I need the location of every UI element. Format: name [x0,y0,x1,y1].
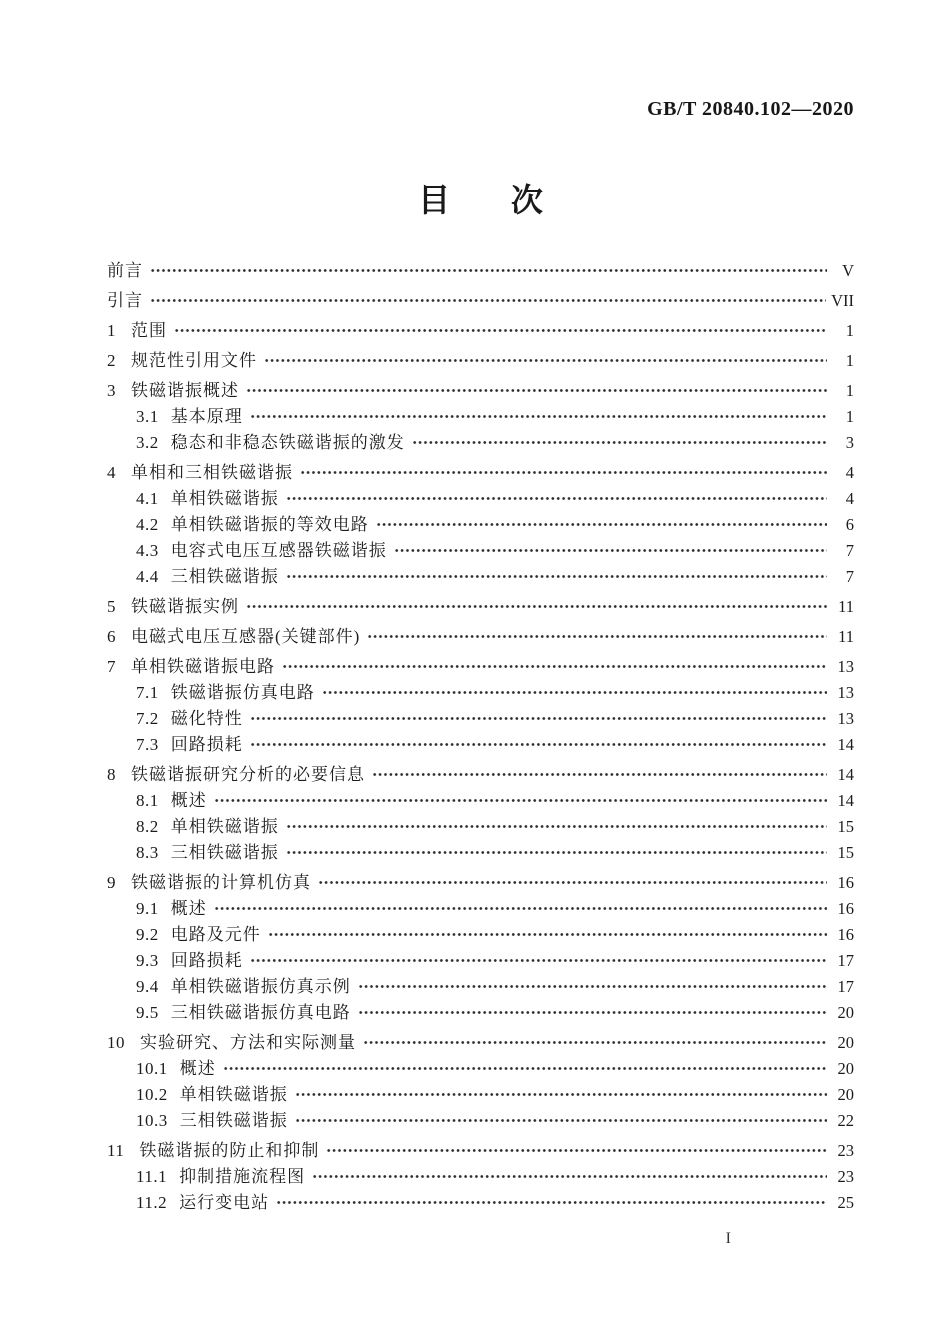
toc-entry-title: 实验研究、方法和实际测量 [140,1033,356,1052]
dot-leader [282,660,827,672]
toc-entry-page: 7 [845,541,854,560]
toc-row [107,1138,854,1164]
dot-leader [358,1006,827,1018]
toc-entry-number: 10.2 [136,1085,168,1104]
toc-entry-page: 16 [837,899,854,918]
dot-leader [300,466,827,478]
toc-title: 目次 [418,182,604,218]
toc-entry-number: 11.1 [136,1167,168,1186]
dot-leader [276,1196,827,1208]
toc-row [107,378,854,404]
toc-row [107,732,854,758]
toc-entry-page: 23 [837,1141,854,1160]
toc-entry-title: 单相铁磁谐振电路 [131,657,275,676]
toc-entry-page: 14 [837,791,854,810]
toc-row [107,680,854,706]
dot-leader [286,492,827,504]
dot-leader [322,686,827,698]
toc-entry-title: 电路及元件 [170,925,261,944]
toc-entry-title: 单相铁磁谐振 [179,1085,288,1104]
toc-entry-page: 25 [837,1193,854,1212]
toc-entry-page: 15 [837,817,854,836]
toc-entry-number: 7.1 [136,683,159,702]
dot-leader [326,1144,827,1156]
toc-entry-page: 11 [838,597,854,616]
toc-row [107,318,854,344]
dot-leader [394,544,827,556]
toc-row [107,594,854,620]
toc-entry-number: 8.1 [136,791,159,810]
toc-entry-title: 回路损耗 [170,735,243,754]
toc-entry-number: 11 [107,1141,125,1160]
toc-entry-title: 运行变电站 [179,1193,270,1212]
toc-entry-number: 4.4 [136,567,159,586]
dot-leader [372,768,827,780]
toc-entry-page: 11 [838,627,854,646]
dot-leader [150,264,827,276]
toc-entry-number: 4.2 [136,515,159,534]
toc-entry-title: 三相铁磁谐振 [179,1111,288,1130]
toc-entry-page: 20 [837,1059,854,1078]
toc-entry-page: V [842,261,854,280]
dot-leader [150,294,826,306]
toc-entry-page: 17 [837,951,854,970]
dot-leader [286,846,827,858]
toc-entry-page: 1 [845,321,854,340]
toc-row [107,564,854,590]
toc-entry-page: 1 [845,407,854,426]
toc-entry-number: 7 [107,657,116,676]
dot-leader [250,954,827,966]
dot-leader [250,738,827,750]
toc-entry-number: 4.1 [136,489,159,508]
toc-entry-title: 稳态和非稳态铁磁谐振的激发 [170,433,405,452]
toc-row [107,1108,854,1134]
toc-row [107,840,854,866]
toc-entry-page: 7 [845,567,854,586]
dot-leader [246,384,827,396]
toc-entry-title: 单相铁磁谐振 [170,489,279,508]
toc-entry-number: 4 [107,463,116,482]
toc-row [107,922,854,948]
toc-entry-number: 10 [107,1033,125,1052]
toc-row [107,288,854,314]
toc-entry-title: 铁磁谐振实例 [131,597,239,616]
toc-entry-number: 6 [107,627,116,646]
toc-entry-page: 4 [845,463,854,482]
toc-entry-title: 铁磁谐振的计算机仿真 [131,873,311,892]
toc-entry-title: 单相铁磁谐振仿真示例 [170,977,351,996]
dot-leader [318,876,827,888]
toc-entry-number: 9.3 [136,951,159,970]
footer-page-number: I [725,1230,731,1247]
dot-leader [376,518,827,530]
toc-row [107,1030,854,1056]
toc-row [107,430,854,456]
toc-entry-title: 引言 [107,291,143,310]
dot-leader [286,570,827,582]
dot-leader [214,902,827,914]
standard-number: GB/T 20840.102—2020 [647,98,854,120]
toc-entry-title: 抑制措施流程图 [179,1167,306,1186]
toc-entry-number: 7.3 [136,735,159,754]
toc-entry-number: 9.2 [136,925,159,944]
toc-row [107,258,854,284]
toc-entry-title: 单相铁磁谐振的等效电路 [170,515,369,534]
toc-row [107,870,854,896]
dot-leader [363,1036,827,1048]
toc-row [107,654,854,680]
toc-entry-page: 20 [837,1085,854,1104]
toc-row [107,788,854,814]
toc-row [107,348,854,374]
toc-entry-page: 22 [837,1111,854,1130]
dot-leader [312,1170,827,1182]
toc-entry-number: 7.2 [136,709,159,728]
toc-entry-title: 铁磁谐振的防止和抑制 [139,1141,320,1160]
toc-entry-number: 4.3 [136,541,159,560]
toc-entry-page: 1 [845,351,854,370]
toc-entry-title: 回路损耗 [170,951,243,970]
toc-entry-number: 11.2 [136,1193,168,1212]
toc-entry-page: 4 [845,489,854,508]
toc-entry-title: 概述 [170,791,207,810]
toc-entry-number: 3 [107,381,116,400]
toc-entry-title: 三相铁磁谐振 [170,843,279,862]
toc-entry-page: 13 [837,657,854,676]
toc-entry-page: 13 [837,683,854,702]
toc-entry-number: 9.5 [136,1003,159,1022]
toc-row [107,1056,854,1082]
toc-list [107,258,854,1216]
toc-row [107,624,854,650]
toc-row [107,948,854,974]
toc-row [107,1190,854,1216]
toc-entry-title: 单相和三相铁磁谐振 [131,463,293,482]
toc-entry-title: 铁磁谐振概述 [131,381,239,400]
toc-entry-number: 9.4 [136,977,159,996]
toc-entry-title: 三相铁磁谐振 [170,567,279,586]
toc-entry-number: 3.1 [136,407,159,426]
toc-entry-title: 前言 [107,261,143,280]
toc-row [107,814,854,840]
toc-entry-page: 16 [837,873,854,892]
dot-leader [250,410,827,422]
toc-entry-title: 磁化特性 [170,709,243,728]
toc-entry-number: 9 [107,873,116,892]
dot-leader [295,1088,827,1100]
toc-row [107,404,854,430]
dot-leader [223,1062,827,1074]
toc-entry-page: 17 [837,977,854,996]
dot-leader [174,324,827,336]
toc-entry-page: 6 [845,515,854,534]
toc-row [107,762,854,788]
toc-entry-title: 电容式电压互感器铁磁谐振 [170,541,387,560]
toc-entry-title: 铁磁谐振研究分析的必要信息 [131,765,365,784]
toc-entry-page: 14 [837,735,854,754]
toc-entry-title: 基本原理 [170,407,243,426]
toc-entry-page: 1 [845,381,854,400]
toc-row [107,974,854,1000]
toc-entry-number: 10.3 [136,1111,168,1130]
toc-entry-number: 8.2 [136,817,159,836]
toc-row [107,1082,854,1108]
toc-entry-number: 9.1 [136,899,159,918]
dot-leader [412,436,827,448]
toc-entry-title: 概述 [179,1059,216,1078]
toc-entry-page: 20 [837,1033,854,1052]
toc-entry-page: VII [831,291,854,310]
dot-leader [268,928,827,940]
toc-row [107,1000,854,1026]
toc-entry-title: 单相铁磁谐振 [170,817,279,836]
dot-leader [358,980,827,992]
dot-leader [214,794,827,806]
toc-entry-title: 电磁式电压互感器(关键部件) [131,627,361,646]
dot-leader [295,1114,827,1126]
toc-entry-number: 8 [107,765,116,784]
toc-entry-title: 概述 [170,899,207,918]
toc-row [107,460,854,486]
toc-entry-number: 10.1 [136,1059,168,1078]
toc-row [107,1164,854,1190]
toc-row [107,512,854,538]
dot-leader [250,712,827,724]
toc-entry-number: 1 [107,321,116,340]
dot-leader [264,354,827,366]
toc-entry-number: 8.3 [136,843,159,862]
toc-entry-title: 三相铁磁谐振仿真电路 [170,1003,351,1022]
dot-leader [367,630,827,642]
toc-row [107,896,854,922]
toc-entry-page: 14 [837,765,854,784]
toc-entry-title: 范围 [131,321,167,340]
toc-entry-number: 5 [107,597,116,616]
toc-row [107,486,854,512]
dot-leader [286,820,827,832]
toc-row [107,538,854,564]
toc-entry-number: 2 [107,351,116,370]
toc-row [107,706,854,732]
dot-leader [246,600,827,612]
toc-entry-page: 13 [837,709,854,728]
toc-entry-page: 23 [837,1167,854,1186]
toc-entry-number: 3.2 [136,433,159,452]
toc-entry-page: 20 [837,1003,854,1022]
toc-entry-page: 15 [837,843,854,862]
toc-entry-title: 规范性引用文件 [131,351,257,370]
toc-entry-page: 16 [837,925,854,944]
toc-entry-title: 铁磁谐振仿真电路 [170,683,315,702]
toc-entry-page: 3 [845,433,854,452]
